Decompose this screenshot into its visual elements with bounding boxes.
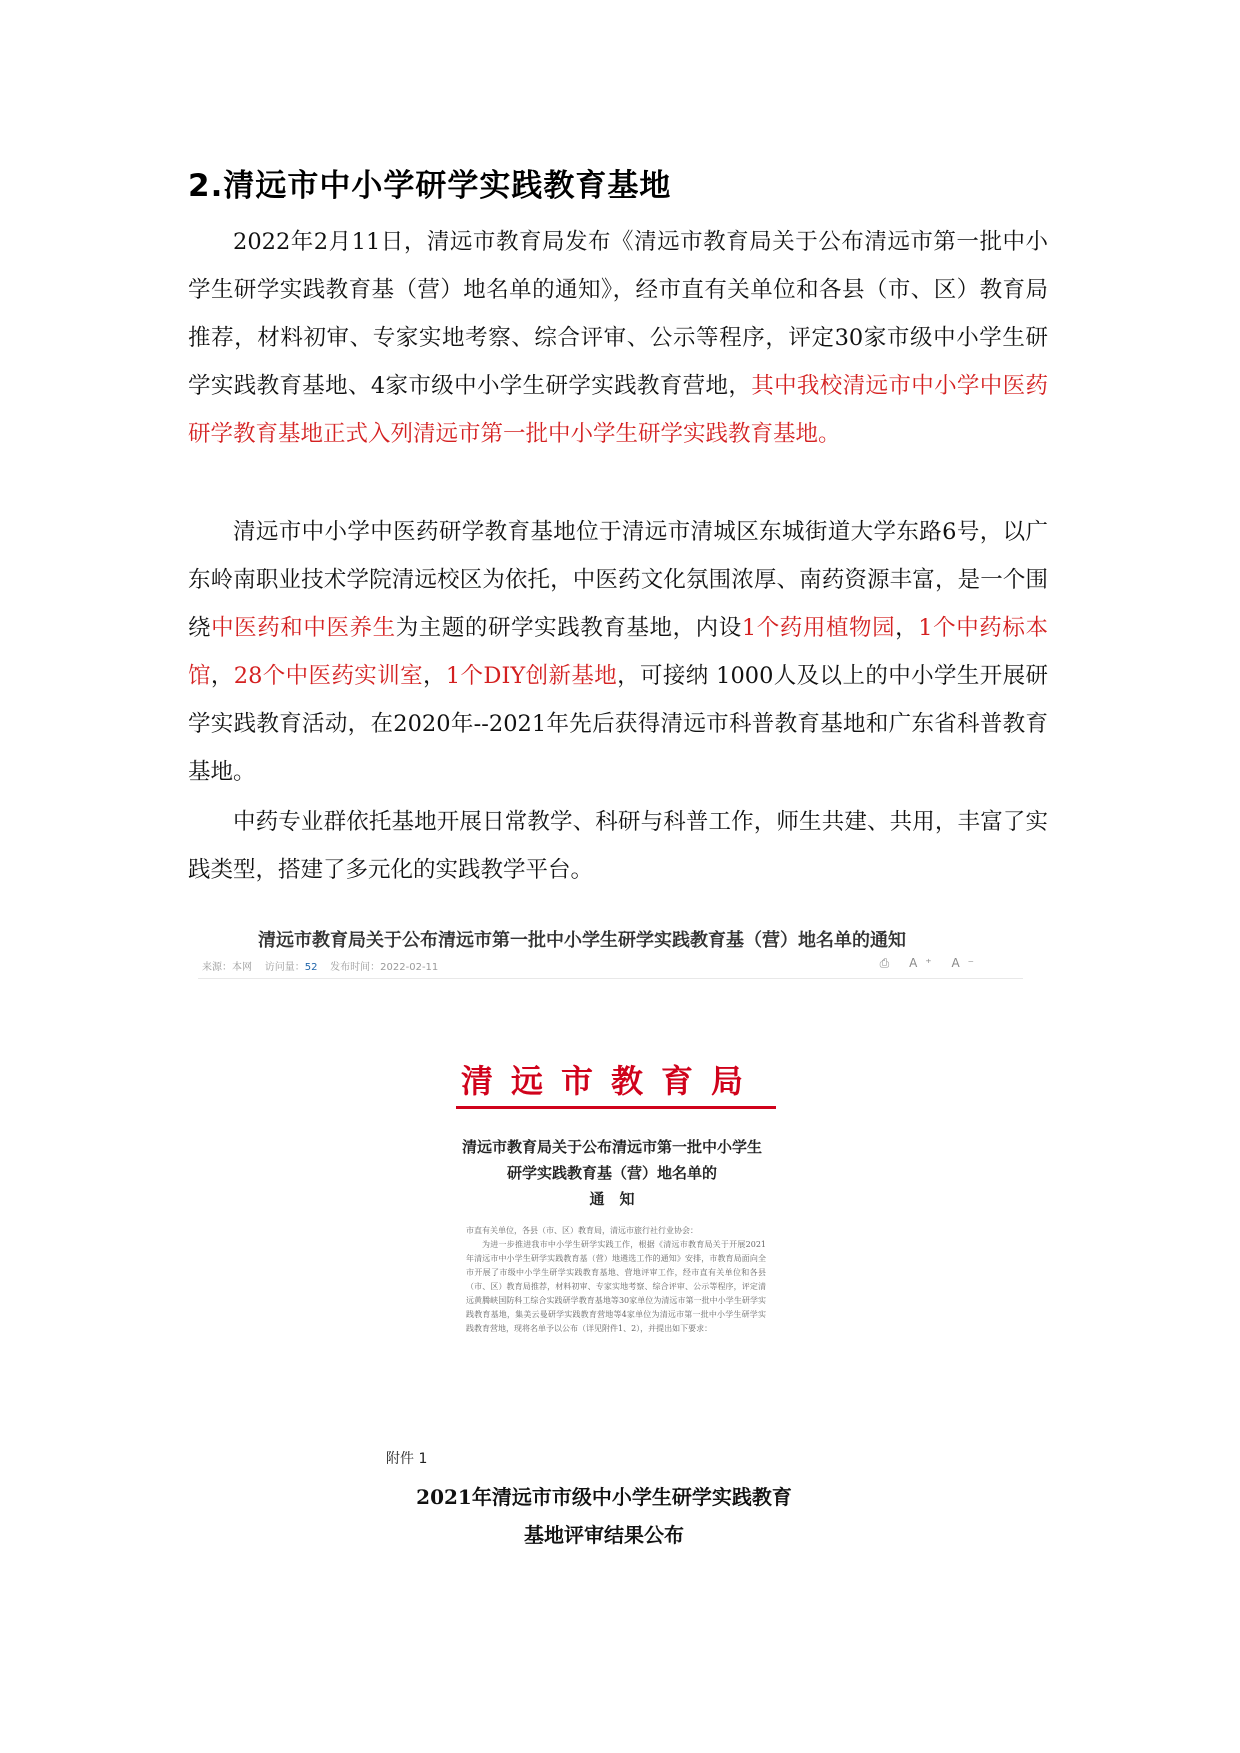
paragraph-text: ，可接纳 1000人及以上的中小学生开展研学实践教育活动，在2020年--2021年先后获得清远市科普教育基地和广东省科普教育基地。	[188, 663, 1048, 785]
paragraph-text: 清远市中小学中医药研学教育基地位于清远市清城区东城街道大学东路6号，以广东岭南职业技术学院清远校区为依托，中医药文化氛围浓厚、南药资源丰富，是一个围绕	[188, 519, 1048, 641]
meta-date: 发布时间：2022-02-11	[330, 962, 439, 973]
meta-visits: 52	[304, 962, 318, 973]
section-heading: 2.清远市中小学研学实践教育基地	[188, 168, 672, 204]
bureau-letterhead: 清远市教育局	[460, 1062, 761, 1100]
letterhead-rule	[456, 1106, 776, 1109]
meta-source: 来源：本网	[202, 962, 252, 973]
notice-title	[432, 1134, 792, 1212]
attachment-title	[384, 1478, 824, 1554]
attachment-title-line: 2021年清远市市级中小学生研学实践教育	[416, 1485, 792, 1509]
print-font-size-icons: ⎙ A⁺ A⁻	[879, 956, 982, 970]
highlight-text: 1个药用植物园	[741, 615, 896, 641]
notice-salutation: 市直有关单位，各县（市、区）教育局，清远市旅行社行业协会：	[466, 1226, 698, 1235]
notice-body	[466, 1224, 766, 1336]
paragraph-text: ，	[210, 663, 234, 689]
paragraph-text: 2022年2月11日，清远市教育局发布《清远市教育局关于公布清远市第一批中小学生研学实践教育基（营）地名单的通知》，经市直有关单位和各县（市、区）教育局推荐，材料初审、专家实地考察、综合评审、公示等程序，评定30家市级中小学生研学实践教育基地、4家市级中小学生研学实践教育营地，	[188, 229, 1048, 399]
paragraph-text: 为主题的研学实践教育基地，内设	[395, 615, 742, 641]
paragraph-teaching-platform: 中药专业群依托基地开展日常教学、科研与科普工作，师生共建、共用，丰富了实践类型，搭建了多元化的实践教学平台。	[188, 809, 1048, 883]
web-article-title: 清远市教育局关于公布清远市第一批中小学生研学实践教育基（营）地名单的通知	[258, 930, 906, 951]
highlight-text: 中医药和中医养生	[211, 615, 396, 641]
divider	[198, 978, 1023, 979]
notice-title-line: 研学实践教育基（营）地名单的	[506, 1164, 717, 1182]
attachment-title-line: 基地评审结果公布	[524, 1523, 684, 1547]
notice-title-line: 清远市教育局关于公布清远市第一批中小学生	[461, 1138, 762, 1156]
web-article-meta	[202, 958, 1042, 973]
attachment-label: 附件 1	[386, 1451, 428, 1467]
paragraph-text: ，	[422, 663, 446, 689]
paragraph-base-description	[188, 508, 1048, 796]
highlight-text: 1个中药标本馆	[188, 615, 1048, 689]
highlight-text: 其中我校清远市中小学中医药研学教育基地正式入列清远市第一批中小学生研学实践教育基地。	[188, 373, 1048, 447]
highlight-text: 1个DIY创新基地	[445, 663, 618, 689]
notice-title-line: 通 知	[589, 1190, 635, 1208]
meta-visits-label: 访问量：	[264, 962, 305, 973]
highlight-text: 28个中医药实训室	[233, 663, 423, 689]
notice-screenshot	[188, 908, 1048, 1548]
paragraph-announcement	[188, 218, 1048, 458]
notice-body-text: 为进一步推进我市中小学生研学实践工作，根据《清远市教育局关于开展2021年清远市中小学生研学实践教育基（营）地遴选工作的通知》安排，市教育局面向全市开展了市级中小学生研学实践教育基地、营地评审工作，经市直有关单位和各县（市、区）教育局推荐，材料初审、专家实地考察、综合评审、公示等程序，评定清远黄腾峡国防科工综合实践研学教育基地等30家单位为清远市第一批中小学生研学实践教育基地，集美云曼研学实践教育营地等4家单位为清远市第一批中小学生研学实践教育营地，现将名单予以公布（详见附件1、2），并提出如下要求：	[466, 1240, 766, 1333]
paragraph-text: ，	[895, 615, 919, 641]
